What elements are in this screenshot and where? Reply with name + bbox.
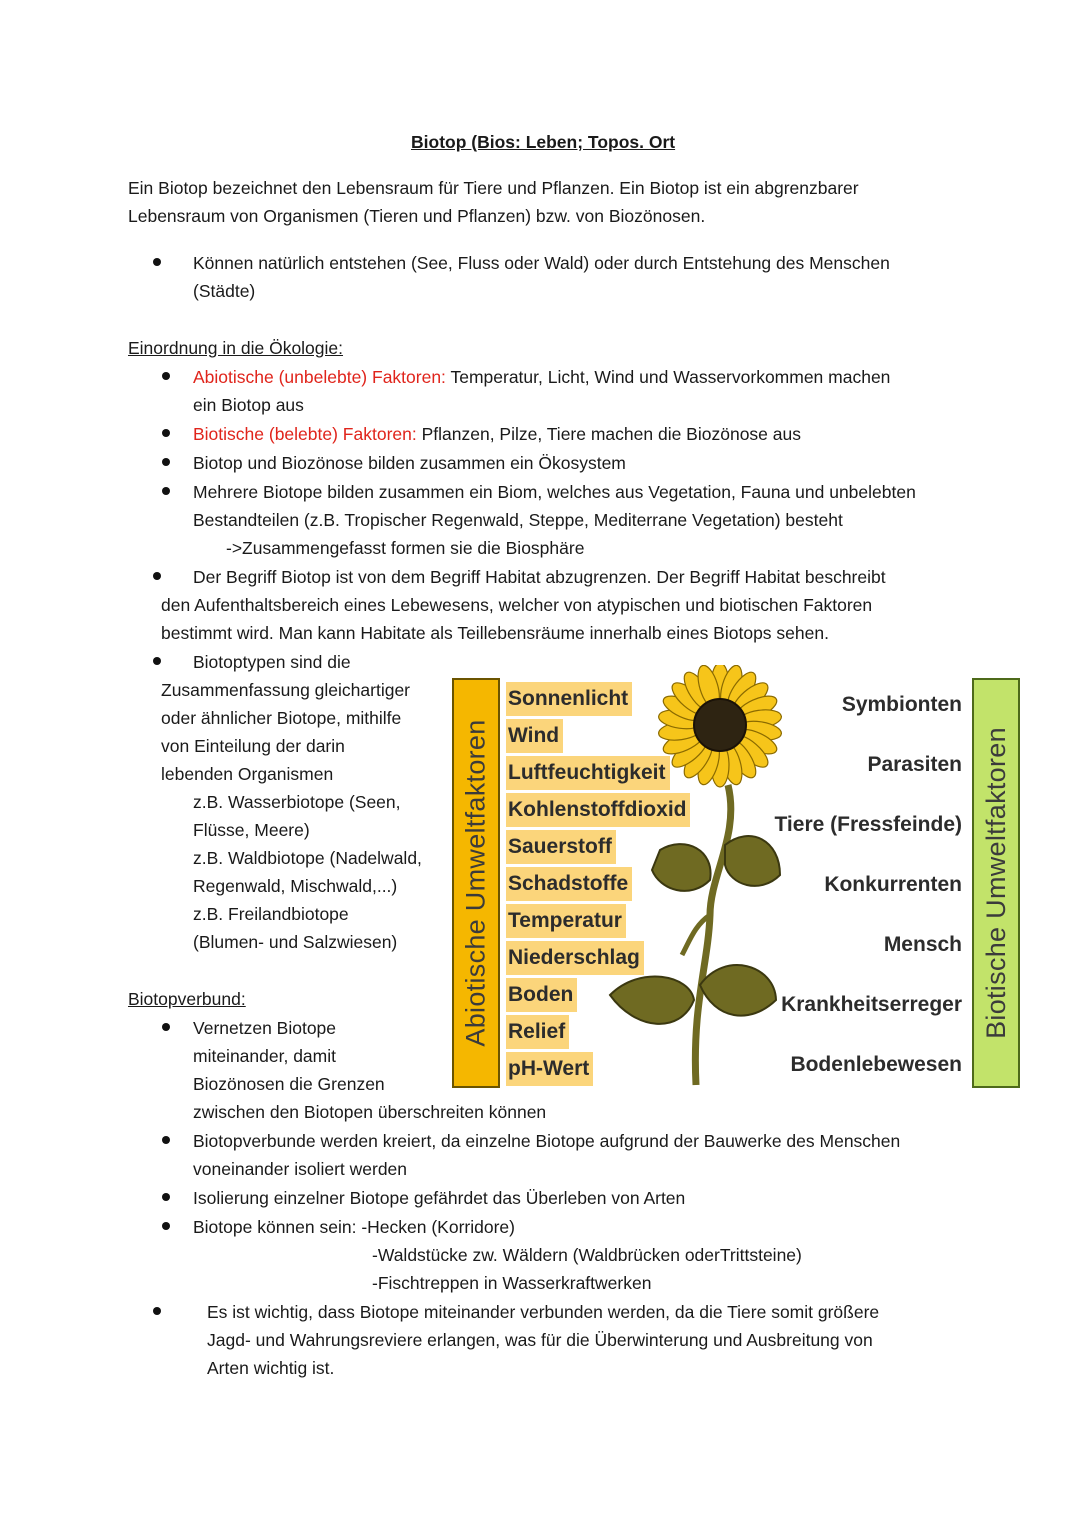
verbund-wichtig-line-2: Jagd- und Wahrungsreviere erlangen, was für die Überwinterung und Ausbreitung von (207, 1330, 873, 1350)
bullet-dot (162, 372, 170, 380)
biotic-factors-title: Biotische Umweltfaktoren (981, 727, 1012, 1039)
abio-factors-line-2: ein Biotop aus (193, 395, 304, 415)
abiotic-factor-item: Sauerstoff (506, 830, 616, 864)
verbund-beispiele-line-2: -Waldstücke zw. Wäldern (Waldbrücken oderTrittsteine) (372, 1245, 802, 1265)
leaf-left-upper (652, 844, 711, 891)
abiotic-factor-item: Sonnenlicht (506, 682, 632, 716)
bullet-dot (162, 1136, 170, 1144)
abiotic-factor-item: pH-Wert (506, 1052, 593, 1086)
biotic-factors-box (972, 678, 1020, 1088)
leaf-left-lower (610, 976, 694, 1023)
habitat-line-1: Der Begriff Biotop ist von dem Begriff Habitat abzugrenzen. Der Begriff Habitat beschreibt (193, 567, 886, 587)
verbund-beispiele-line-3: -Fischtreppen in Wasserkraftwerken (372, 1273, 652, 1293)
biotic-factor-item: Konkurrenten (824, 873, 962, 896)
bullet-dot (153, 572, 161, 580)
bullet-dot (162, 1222, 170, 1230)
intro-line-2: Lebensraum von Organismen (Tieren und Pflanzen) bzw. von Biozönosen. (128, 206, 706, 226)
sunflower-stem (695, 785, 730, 1085)
verbund-beispiele-line-1: Biotope können sein: -Hecken (Korridore) (193, 1217, 515, 1237)
verbund-line-1: Vernetzen Biotope (193, 1018, 337, 1038)
biotoptypen-line-1: Biotoptypen sind die (193, 652, 351, 672)
abio-factors-label: Abiotische (unbelebte) Faktoren: (193, 367, 446, 387)
biotic-factor-item: Parasiten (867, 753, 962, 776)
example-line-4: Regenwald, Mischwald,...) (193, 876, 398, 896)
leaf-right-upper (725, 836, 780, 886)
biotic-factor-item: Bodenlebewesen (790, 1053, 962, 1076)
oekosystem-line: Biotop und Biozönose bilden zusammen ein Ökosystem (193, 453, 626, 473)
verbund-line-3: Biozönosen die Grenzen (193, 1074, 385, 1094)
biom-line-1: Mehrere Biotope bilden zusammen ein Biom, welches aus Vegetation, Fauna und unbelebten (193, 482, 916, 502)
intro-bullet-line-2: (Städte) (193, 281, 256, 301)
habitat-line-2: den Aufenthaltsbereich eines Lebewesens, welcher von atypischen und biotischen Faktoren (161, 595, 873, 615)
biom-line-2: Bestandteilen (z.B. Tropischer Regenwald, Steppe, Mediterrane Vegetation) besteht (193, 510, 843, 530)
verbund-line-2: miteinander, damit (193, 1046, 336, 1066)
bullet-dot (153, 1307, 161, 1315)
page-title: Biotop (Bios: Leben; Topos. Ort (411, 132, 676, 152)
example-line-2: Flüsse, Meere) (193, 820, 310, 840)
abiotic-factor-item: Relief (506, 1015, 569, 1049)
intro-line-1: Ein Biotop bezeichnet den Lebensraum für Tiere und Pflanzen. Ein Biotop ist ein abgrenzbarer (128, 178, 859, 198)
abiotic-factor-item: Temperatur (506, 904, 626, 938)
intro-bullet-line-1: Können natürlich entstehen (See, Fluss oder Wald) oder durch Entstehung des Menschen (193, 253, 890, 273)
biotoptypen-line-2: Zusammenfassung gleichartiger (161, 680, 411, 700)
bio-factors-line (193, 420, 801, 448)
bullet-dot (153, 258, 161, 266)
abio-factors-text: Temperatur, Licht, Wind und Wasservorkommen machen (445, 367, 891, 387)
leaf-right-lower (700, 965, 776, 1016)
habitat-line-3: bestimmt wird. Man kann Habitate als Teillebensräume innerhalb eines Biotops sehen. (161, 623, 829, 643)
abiotic-factor-item: Luftfeuchtigkeit (506, 756, 670, 790)
verbund-isoliert-line-1: Biotopverbunde werden kreiert, da einzelne Biotope aufgrund der Bauwerke des Menschen (193, 1131, 901, 1151)
biotic-factor-item: Tiere (Fressfeinde) (774, 813, 962, 836)
sunflower-illustration (600, 665, 790, 1095)
bio-factors-text: Pflanzen, Pilze, Tiere machen die Biozönose aus (416, 424, 801, 444)
biotoptypen-line-5: lebenden Organismen (161, 764, 334, 784)
verbund-line-4: zwischen den Biotopen überschreiten können (193, 1102, 547, 1122)
sunflower-center (694, 699, 746, 751)
verbund-wichtig-line-1: Es ist wichtig, dass Biotope miteinander verbunden werden, da die Tiere somit größere (207, 1302, 880, 1322)
abiotic-factor-item: Kohlenstoffdioxid (506, 793, 690, 827)
example-line-1: z.B. Wasserbiotope (Seen, (193, 792, 401, 812)
example-line-3: z.B. Waldbiotope (Nadelwald, (193, 848, 422, 868)
einordnung-heading: Einordnung in die Ökologie: (128, 338, 344, 358)
biotic-factor-item: Krankheitserreger (781, 993, 962, 1016)
biotic-factor-item: Mensch (883, 933, 962, 956)
abiotic-factor-item: Boden (506, 978, 577, 1012)
example-line-5: z.B. Freilandbiotope (193, 904, 349, 924)
biotopverbund-heading: Biotopverbund: (128, 989, 246, 1009)
abiotic-factors-title: Abiotische Umweltfaktoren (461, 719, 492, 1047)
bullet-dot (153, 657, 161, 665)
verbund-isoliert-line-2: voneinander isoliert werden (193, 1159, 408, 1179)
example-line-6: (Blumen- und Salzwiesen) (193, 932, 398, 952)
biotic-factor-item: Symbionten (841, 693, 962, 716)
abiotic-factor-item: Niederschlag (506, 941, 644, 975)
biotoptypen-line-3: oder ähnlicher Biotope, mithilfe (161, 708, 402, 728)
abiotic-factors-box (452, 678, 500, 1088)
verbund-wichtig-line-3: Arten wichtig ist. (207, 1358, 335, 1378)
abio-factors-line (193, 363, 890, 391)
bullet-dot (162, 1193, 170, 1201)
verbund-arten-line: Isolierung einzelner Biotope gefährdet das Überleben von Arten (193, 1188, 686, 1208)
abiotic-factor-item: Wind (506, 719, 563, 753)
bullet-dot (162, 1023, 170, 1031)
abiotic-factor-item: Schadstoffe (506, 867, 632, 901)
bullet-dot (162, 458, 170, 466)
bullet-dot (162, 429, 170, 437)
bio-factors-label: Biotische (belebte) Faktoren: (193, 424, 417, 444)
biotoptypen-line-4: von Einteilung der darin (161, 736, 345, 756)
bullet-dot (162, 487, 170, 495)
biosphaere-line: ->Zusammengefasst formen sie die Biosphäre (226, 538, 585, 558)
